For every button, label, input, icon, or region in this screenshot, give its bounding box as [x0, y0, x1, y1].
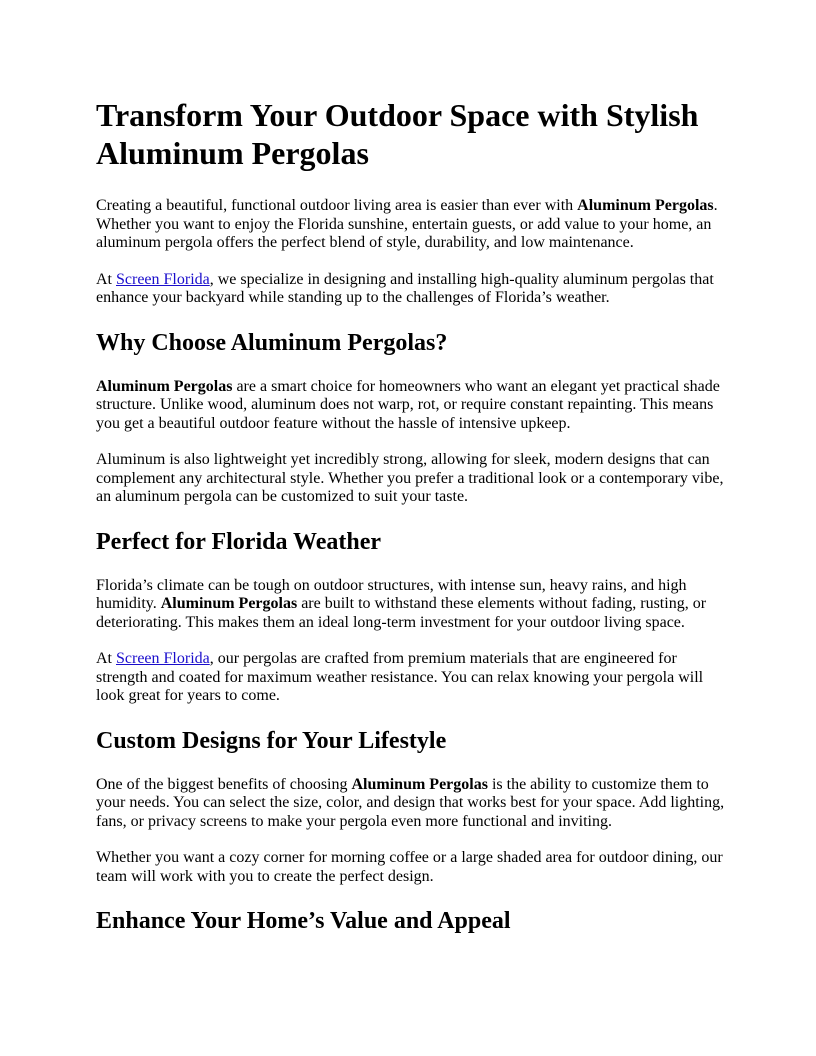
florida-weather-paragraph-2: [96, 650, 726, 706]
screen-florida-link[interactable]: Screen Florida: [116, 270, 210, 288]
intro-text-2a: At: [96, 270, 116, 288]
florida-weather-paragraph-1: [96, 577, 726, 633]
intro-text-2b: , we specialize in designing and installing high-quality aluminum pergolas that enhance your backyard while standing up to the challenges of Florida’s weather.: [96, 270, 714, 306]
why-choose-bold-keyword: Aluminum Pergolas: [96, 377, 233, 395]
why-choose-paragraph-2: Aluminum is also lightweight yet incredibly strong, allowing for sleek, modern designs that can complement any architectural style. Whether you prefer a traditional look or a contemporary vibe, an aluminum pergola can be customized to suit your taste.: [96, 451, 724, 505]
section-heading-florida-weather: Perfect for Florida Weather: [96, 528, 381, 555]
intro-paragraph-1: [96, 197, 726, 253]
section-heading-custom-designs: Custom Designs for Your Lifestyle: [96, 727, 447, 754]
custom-designs-text-1b: is the ability to customize them to your needs. You can select the size, color, and design that works best for your space. Add lighting, fans, or privacy screens to make your pergola even more functional and inviting.: [96, 775, 725, 830]
custom-designs-paragraph-2: Whether you want a cozy corner for morning coffee or a large shaded area for outdoor dining, our team will work with you to create the perfect design.: [96, 849, 723, 885]
intro-paragraph-2: [96, 271, 726, 308]
page-title: Transform Your Outdoor Space with Stylish Aluminum Pergolas: [96, 97, 699, 171]
florida-weather-text-1b: are built to withstand these elements without fading, rusting, or deteriorating. This makes them an ideal long-term investment for your outdoor living space.: [96, 595, 707, 631]
section-heading-why-choose: Why Choose Aluminum Pergolas?: [96, 329, 448, 356]
custom-designs-bold-keyword: Aluminum Pergolas: [351, 775, 488, 793]
document-page: [96, 96, 726, 956]
custom-designs-paragraph-1: [96, 776, 726, 832]
why-choose-paragraph-1: [96, 378, 726, 434]
intro-text-1a: Creating a beautiful, functional outdoor living area is easier than ever with: [96, 197, 578, 214]
florida-weather-text-1a: Florida’s climate can be tough on outdoor structures, with intense sun, heavy rains, and high humidity.: [96, 576, 687, 612]
intro-bold-keyword: Aluminum Pergolas: [577, 197, 714, 214]
florida-weather-text-2b: , our pergolas are crafted from premium materials that are engineered for strength and coated for maximum weather resistance. You can relax knowing your pergola will look great for years to come.: [96, 650, 704, 704]
florida-weather-text-2a: At: [96, 650, 116, 667]
custom-designs-text-1a: One of the biggest benefits of choosing: [96, 775, 352, 793]
intro-text-1b: . Whether you want to enjoy the Florida sunshine, entertain guests, or add value to your home, an aluminum pergola offers the perfect blend of style, durability, and low maintenance.: [96, 197, 718, 251]
section-heading-home-value: Enhance Your Home’s Value and Appeal: [96, 908, 511, 934]
why-choose-text-1b: are a smart choice for homeowners who want an elegant yet practical shade structure. Unlike wood, aluminum does not warp, rot, or require constant repainting. This means you get a beautiful outdoor feature without the hassle of intensive upkeep.: [96, 377, 720, 432]
florida-weather-bold-keyword: Aluminum Pergolas: [160, 595, 298, 612]
screen-florida-link-2[interactable]: Screen Florida: [116, 650, 210, 667]
